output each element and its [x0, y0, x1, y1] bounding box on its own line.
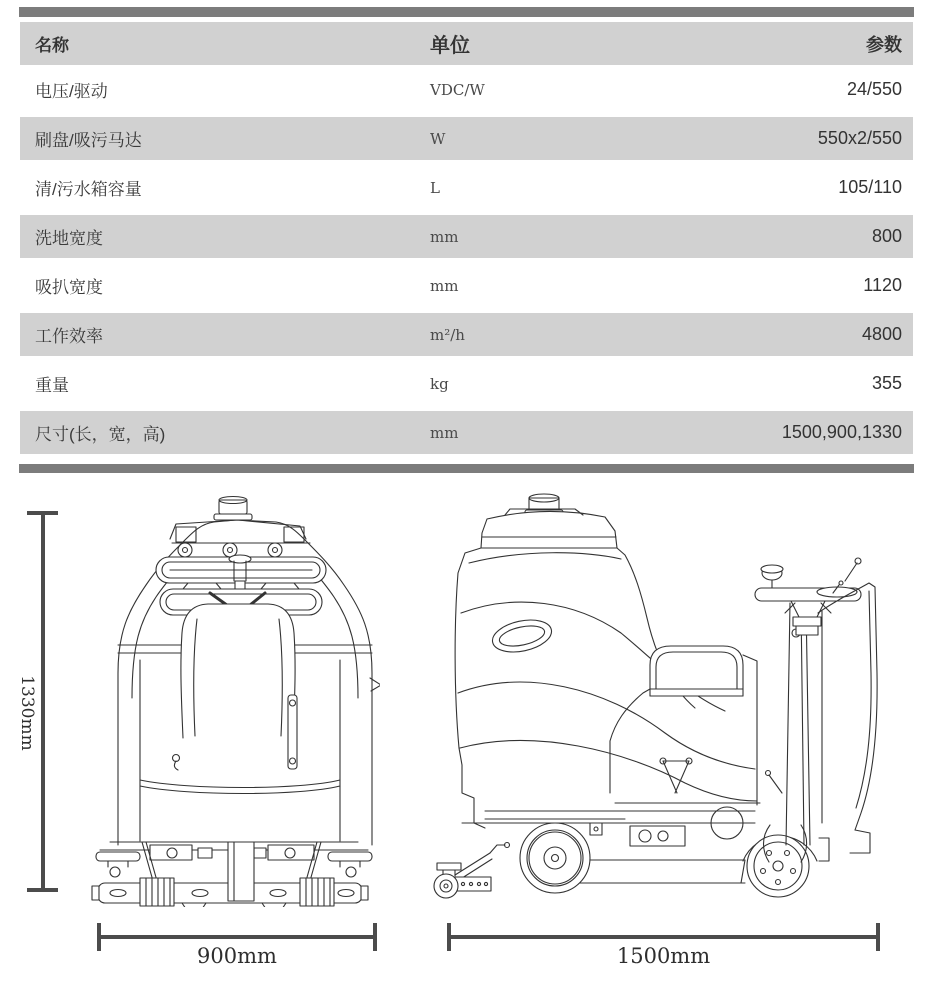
spec-unit: mm [430, 227, 459, 246]
width-dimension-line [97, 935, 377, 939]
column-header-name: 名称 [35, 36, 69, 55]
spec-name: 尺寸(长，宽，高) [35, 425, 166, 444]
table-row [20, 408, 913, 457]
spec-value: 1500,900,1330 [781, 422, 902, 442]
height-dimension-line [41, 513, 45, 892]
spec-unit: VDC/W [430, 80, 485, 99]
column-header-param: 参数 [866, 34, 902, 55]
table-row [20, 114, 913, 163]
table-row [20, 359, 913, 408]
width-dimension-label: 900mm [197, 944, 277, 968]
spec-unit: L [430, 178, 440, 197]
column-header-unit: 单位 [430, 35, 470, 57]
spec-name: 吸扒宽度 [35, 278, 103, 297]
spec-value: 1120 [863, 275, 902, 295]
table-row [20, 261, 913, 310]
scrubber-side-view-drawing [425, 493, 885, 907]
table-row [20, 310, 913, 359]
table-row [20, 163, 913, 212]
spec-unit: mm [430, 423, 459, 442]
scrubber-front-view-drawing [88, 493, 380, 907]
spec-name: 刷盘/吸污马达 [35, 131, 142, 150]
spec-value: 800 [871, 226, 902, 246]
length-dimension-line [447, 935, 880, 939]
spec-unit: m²/h [430, 325, 465, 344]
spec-value: 550x2/550 [817, 128, 902, 148]
spec-name: 清/污水箱容量 [35, 180, 142, 199]
spec-name: 重量 [35, 376, 69, 395]
spec-name: 电压/驱动 [35, 82, 108, 101]
length-dimension-label: 1500mm [616, 944, 711, 968]
spec-value: 24/550 [846, 79, 902, 99]
table-header-row [20, 22, 913, 65]
table-top-border [19, 7, 914, 17]
spec-table [20, 22, 913, 457]
table-bottom-border [19, 464, 914, 473]
spec-unit: mm [430, 276, 459, 295]
spec-name: 洗地宽度 [35, 229, 103, 248]
table-row [20, 65, 913, 114]
spec-value: 105/110 [838, 177, 902, 197]
height-dimension-tick-top [27, 511, 58, 515]
spec-name: 工作效率 [35, 327, 103, 346]
spec-unit: W [430, 129, 446, 148]
spec-unit: kg [430, 374, 449, 393]
height-dimension-label: 1330mm [17, 675, 37, 751]
spec-value: 4800 [861, 324, 902, 344]
height-dimension-tick-bottom [27, 888, 58, 892]
spec-value: 355 [871, 373, 902, 393]
table-row [20, 212, 913, 261]
